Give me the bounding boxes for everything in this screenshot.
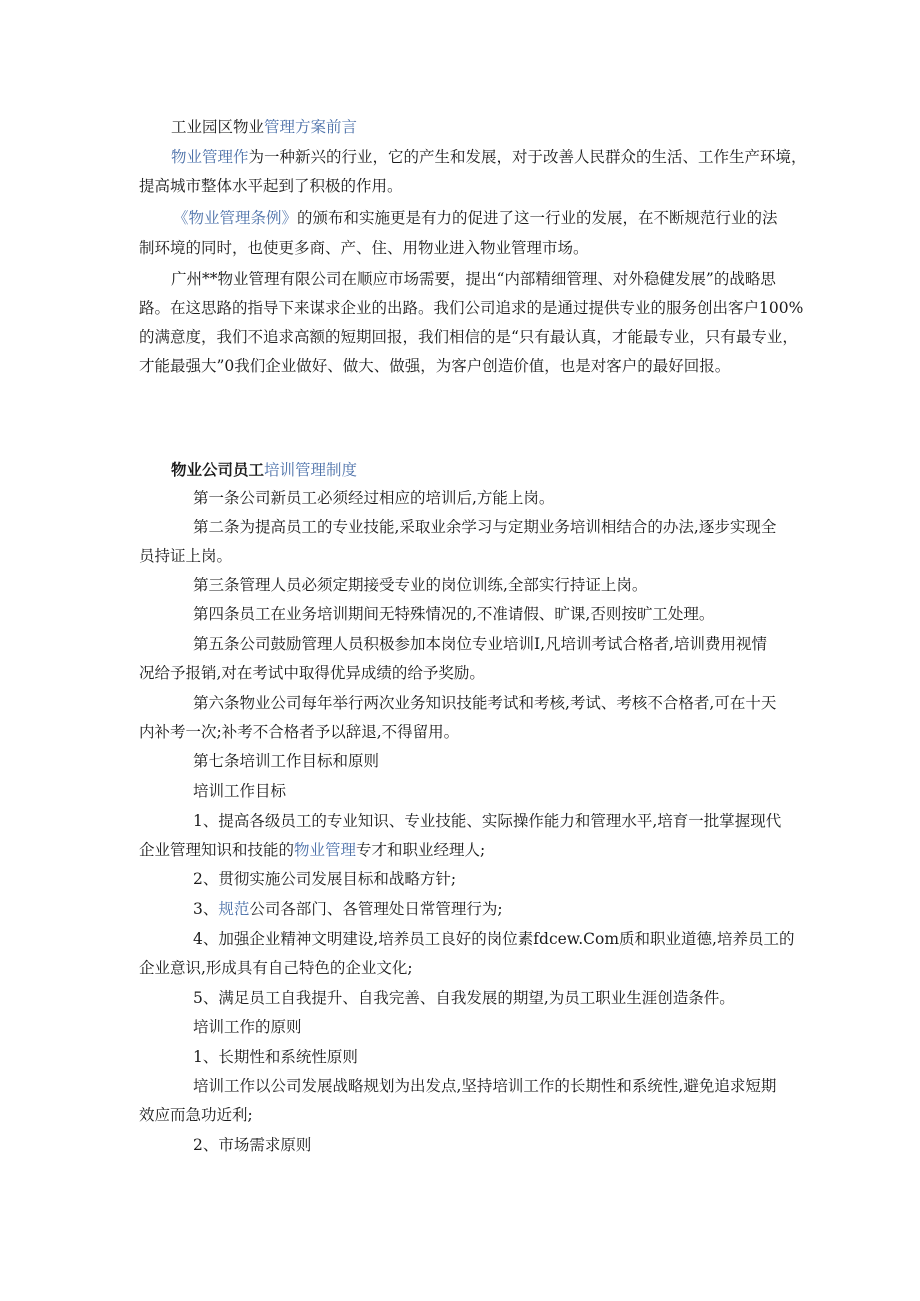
- goal-3-standard-link[interactable]: 规范: [218, 900, 250, 918]
- article-4: 第四条员工在业务培训期间无特殊情况的,不准请假、旷课,否则按旷工处理。: [193, 605, 715, 623]
- paragraph-regulation-line1: [173, 205, 778, 232]
- article-2-line2: 员持证上岗。: [139, 547, 233, 565]
- paragraph-company-line2: 路。在这思路的指导下来谋求企业的出路。我们公司追求的是通过提供专业的服务创出客户100%: [139, 299, 804, 317]
- training-principles-title: 培训工作的原则: [193, 1018, 302, 1036]
- paragraph-regulation-line2: 制环境的同时，也使更多商、产、住、用物业进入物业管理市场。: [139, 239, 589, 257]
- article-2-line1: 第二条为提高员工的专业技能,采取业余学习与定期业务培训相结合的办法,逐步实现全: [193, 518, 777, 536]
- training-goals-title: 培训工作目标: [193, 782, 287, 800]
- paragraph-intro-text1: 为一种新兴的行业，它的产生和发展，对于改善人民群众的生活、工作生产环境，: [248, 148, 807, 166]
- paragraph-company-line4: 才能最强大”0我们企业做好、做大、做强，为客户创造价值，也是对客户的最好回报。: [139, 357, 731, 375]
- paragraph-intro-line2: 提高城市整体水平起到了积极的作用。: [139, 177, 403, 195]
- goal-1-text-post: 专才和职业经理人;: [356, 841, 486, 859]
- article-3: 第三条管理人员必须定期接受专业的岗位训练,全部实行持证上岗。: [193, 576, 648, 594]
- goal-1-line2: [139, 837, 485, 864]
- article-5-line1: 第五条公司鼓励管理人员积极参加本岗位专业培训I,凡培训考试合格者,培训费用视情: [193, 635, 767, 653]
- goal-1-property-link[interactable]: 物业管理: [294, 841, 357, 859]
- property-management-link[interactable]: 物业管理作: [171, 148, 249, 166]
- goal-3-text-post: 公司各部门、各管理处日常管理行为;: [249, 900, 503, 918]
- section2-title-bold: 物业公司员工: [171, 460, 265, 479]
- article-7: 第七条培训工作目标和原则: [193, 752, 380, 770]
- goal-1-text-pre: 企业管理知识和技能的: [139, 841, 295, 859]
- regulation-link[interactable]: 《物业管理条例》: [173, 209, 298, 227]
- paragraph-company-line3: 的满意度，我们不追求高额的短期回报，我们相信的是“只有最认真，才能最专业，只有最专业，: [139, 328, 798, 346]
- section2-title-link[interactable]: 培训管理制度: [264, 461, 358, 479]
- paragraph-company-line1: 广州**物业管理有限公司在顺应市场需要，提出“内部精细管理、对外稳健发展”的战略思: [171, 270, 776, 288]
- section2-title: [171, 456, 357, 484]
- paragraph-regulation-text1: 的颁布和实施更是有力的促进了这一行业的发展，在不断规范行业的法: [297, 209, 778, 227]
- article-6-line1: 第六条物业公司每年举行两次业务知识技能考试和考核,考试、考核不合格者,可在十天: [193, 694, 777, 712]
- article-1: 第一条公司新员工必须经过相应的培训后,方能上岗。: [193, 489, 555, 507]
- goal-1-line1: 1、提高各级员工的专业知识、专业技能、实际操作能力和管理水平,培育一批掌握现代: [193, 812, 782, 830]
- section1-title-plain: 工业园区物业: [171, 118, 265, 136]
- principle-1-desc-line2: 效应而急功近利;: [139, 1106, 253, 1124]
- goal-2: 2、贯彻实施公司发展目标和战略方针;: [193, 870, 457, 888]
- goal-4-line1: 4、加强企业精神文明建设,培养员工良好的岗位素fdcew.Com质和职业道德,培养员工的: [193, 930, 795, 948]
- goal-4-line2: 企业意识,形成具有自己特色的企业文化;: [139, 959, 413, 977]
- goal-3: [193, 896, 503, 923]
- principle-1: 1、长期性和系统性原则: [193, 1048, 358, 1066]
- section1-title-link[interactable]: 管理方案前言: [264, 118, 358, 136]
- principle-2: 2、市场需求原则: [193, 1136, 312, 1154]
- article-6-line2: 内补考一次;补考不合格者予以辞退,不得留用。: [139, 723, 460, 741]
- goal-3-text-pre: 3、: [193, 900, 219, 918]
- goal-5: 5、满足员工自我提升、自我完善、自我发展的期望,为员工职业生涯创造条件。: [193, 989, 735, 1007]
- section1-title: [171, 114, 357, 141]
- paragraph-intro-line1: [171, 144, 807, 171]
- principle-1-desc-line1: 培训工作以公司发展战略规划为出发点,坚持培训工作的长期性和系统性,避免追求短期: [193, 1077, 777, 1095]
- article-5-line2: 况给予报销,对在考试中取得优异成绩的给予奖励。: [139, 664, 485, 682]
